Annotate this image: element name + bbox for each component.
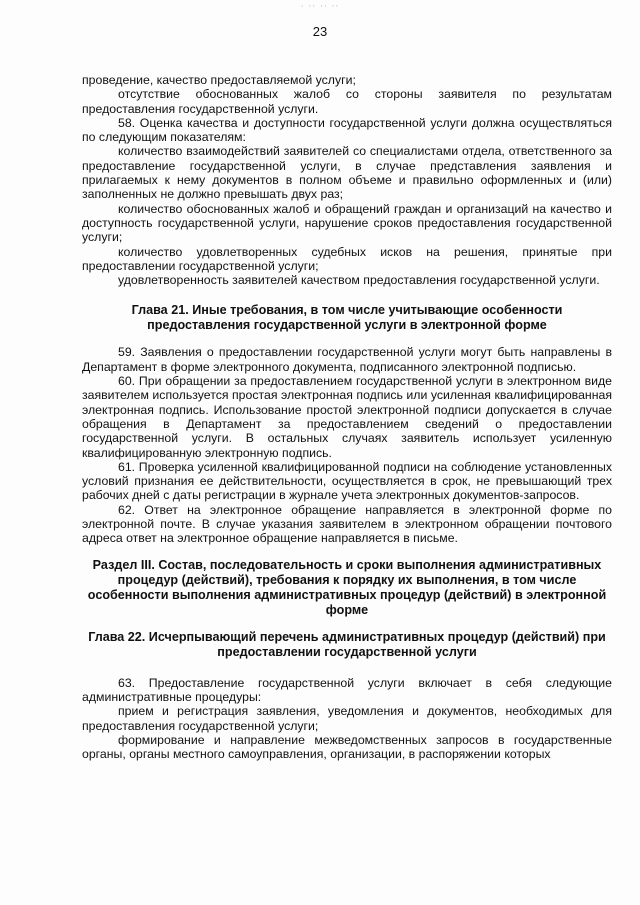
- chapter-22-heading: Глава 22. Исчерпывающий перечень административных процедур (действий) при предоставлении государственной услуги: [88, 629, 606, 659]
- paragraph: 63. Предоставление государственной услуги включает в себя следующие административные процедуры:: [82, 675, 612, 704]
- paragraph: формирование и направление межведомственных запросов в государственные органы, органы местного самоуправления, организации, в распоряжении которых: [82, 732, 612, 762]
- paragraph: 59. Заявления о предоставлении государственной услуги могут быть направлены в Департамент в форме электронного документа, подписанного электронной подписью.: [82, 345, 612, 374]
- chapter-21-heading: Глава 21. Иные требования, в том числе учитывающие особенности предоставления государственной услуги в электронной форме: [131, 303, 563, 333]
- paragraph: количество обоснованных жалоб и обращений граждан и организаций на качество и доступность государственной услуги, нарушение сроков предоставления государственной услуги;: [82, 201, 612, 245]
- stamp-mark: · ·· ·· ··: [300, 2, 340, 12]
- page-number: 23: [312, 24, 328, 39]
- paragraph: 62. Ответ на электронное обращение направляется в электронной форме по электронной почте. В случае указания заявителем в электронном обращении почтового адреса ответ на электронное обращение направляется в письме.: [82, 502, 612, 546]
- paragraph: количество взаимодействий заявителей со специалистами отдела, ответственного за предоставление государственной услуги, в случае представления заявления и прилагаемых к нему документов в полном объеме и правильно оформленных и (или) заполненных не должно превышать двух раз;: [82, 144, 612, 202]
- document-body: [82, 73, 612, 761]
- paragraph: проведение, качество предоставляемой услуги;: [82, 73, 356, 87]
- section-3-heading: Раздел III. Состав, последовательность и сроки выполнения административных процедур (действий), требования к порядку их выполнения, в том числе особенности выполнения административных процедур (действий) в электронной форме: [87, 557, 607, 617]
- paragraph: прием и регистрация заявления, уведомления и документов, необходимых для предоставления государственной услуги;: [82, 704, 612, 733]
- paragraph: 60. При обращении за предоставлением государственной услуги в электронном виде заявителем используется простая электронная подпись или усиленная квалифицированная электронная подпись. Использование простой электронной подписи допускается в случае обращения в Департамент за предоставлением сведений о предоставлении государственной услуги. В остальных случаях заявитель использует усиленную квалифицированную электронную подпись.: [82, 374, 612, 460]
- paragraph: удовлетворенность заявителей качеством предоставления государственной услуги.: [118, 273, 600, 288]
- paragraph: отсутствие обоснованных жалоб со стороны заявителя по результатам предоставления государственной услуги.: [82, 87, 612, 116]
- paragraph: 58. Оценка качества и доступности государственной услуги должна осуществляться по следующим показателям:: [82, 115, 612, 145]
- paragraph: 61. Проверка усиленной квалифицированной подписи на соблюдение установленных условий признания ее действительности, осуществляется в срок, не превышающий трех рабочих дней с даты регистрации в журнале учета электронных документов-запросов.: [82, 459, 612, 503]
- paragraph: количество удовлетворенных судебных исков на решения, принятые при предоставлении государственной услуги;: [82, 244, 612, 273]
